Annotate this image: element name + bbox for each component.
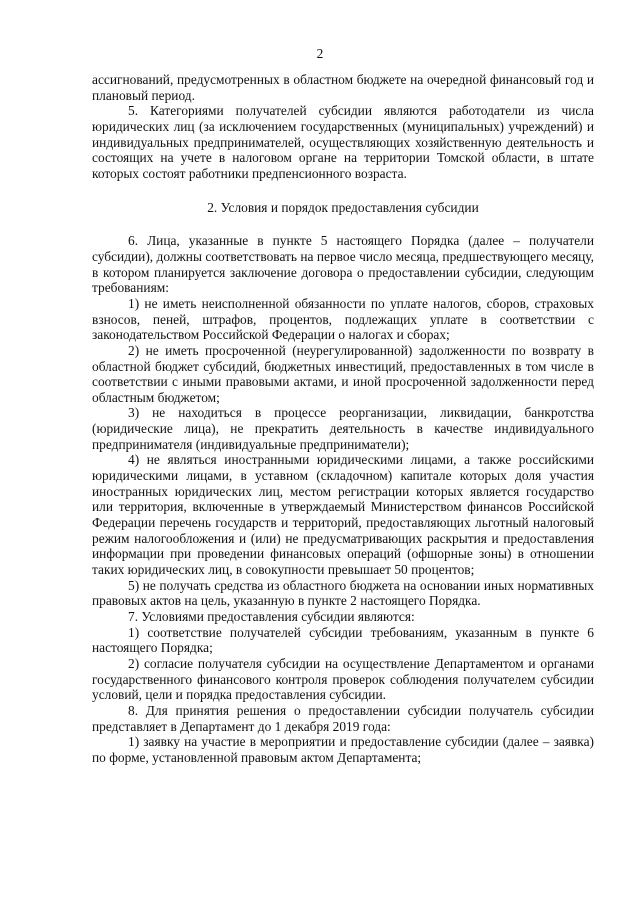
paragraph-item-8-1: 1) заявку на участие в мероприятии и предоставление субсидии (далее – заявка) по форме, установленной правовым актом Департамента; [92,734,594,765]
document-body [92,72,594,766]
page-number: 2 [316,46,324,61]
paragraph-item-5: 5. Категориями получателей субсидии являются работодатели из числа юридических лиц (за исключением государственных (муниципальных) учреждений) и индивидуальных предпринимателей, осуществляющих хозяйственную деятельность и состоящих на учете в налоговом органе на территории Томской области, в штате которых состоят работники предпенсионного возраста. [92,103,594,181]
paragraph-item-6-2: 2) не иметь просроченной (неурегулированной) задолженности по возврату в областной бюджет субсидий, бюджетных инвестиций, предоставленных в том числе в соответствии с иными правовыми актами, и иной просроченной задолженности перед областным бюджетом; [92,342,594,405]
paragraph-continuation: ассигнований, предусмотренных в областном бюджете на очередной финансовый год и плановый период. [92,72,594,103]
paragraph-item-7-1: 1) соответствие получателей субсидии требованиям, указанным в пункте 6 настоящего Порядка; [92,624,594,656]
paragraph-item-7: 7. Условиями предоставления субсидии являются: [128,609,415,624]
paragraph-item-6-1: 1) не иметь неисполненной обязанности по уплате налогов, сборов, страховых взносов, пеней, штрафов, процентов, подлежащих уплате в соответствии с законодательством Российской Федерации о налогах и сборах; [92,295,594,343]
paragraph-item-6-4: 4) не являться иностранными юридическими лицами, а также российскими юридическими лицами, в уставном (складочном) капитале которых доля участия иностранных юридических лиц, местом регистрации которых является государство или территория, включенные в утверждаемый Министерством финансов Российской Федерации перечень государств и территорий, предоставляющих льготный налоговый режим налогообложения и (или) не предусматривающих раскрытия и предоставления информации при проведении финансовых операций (офшорные зоны) в отношении таких юридических лиц, в совокупности превышает 50 процентов; [92,452,594,578]
paragraph-item-6-3: 3) не находиться в процессе реорганизации, ликвидации, банкротства (юридические лица), не прекратить деятельность в качестве индивидуального предпринимателя (индивидуальные предприниматели); [92,405,594,452]
paragraph-item-6: 6. Лица, указанные в пункте 5 настоящего Порядка (далее – получатели субсидии), должны соответствовать на первое число месяца, предшествующего месяцу, в котором планируется заключение договора о предоставлении субсидии, следующим требованиям: [92,233,594,296]
paragraph-item-8: 8. Для принятия решения о предоставлении субсидии получатель субсидии представляет в Департамент до 1 декабря 2019 года: [92,702,594,734]
section-heading: 2. Условия и порядок предоставления субсидии [207,199,479,215]
paragraph-item-6-5: 5) не получать средства из областного бюджета на основании иных нормативных правовых актов на цель, указанную в пункте 2 настоящего Порядка. [92,577,594,609]
paragraph-item-7-2: 2) согласие получателя субсидии на осуществление Департаментом и органами государственного финансового контроля проверок соблюдения получателем субсидии условий, цели и порядка предоставления субсидии. [92,655,594,703]
